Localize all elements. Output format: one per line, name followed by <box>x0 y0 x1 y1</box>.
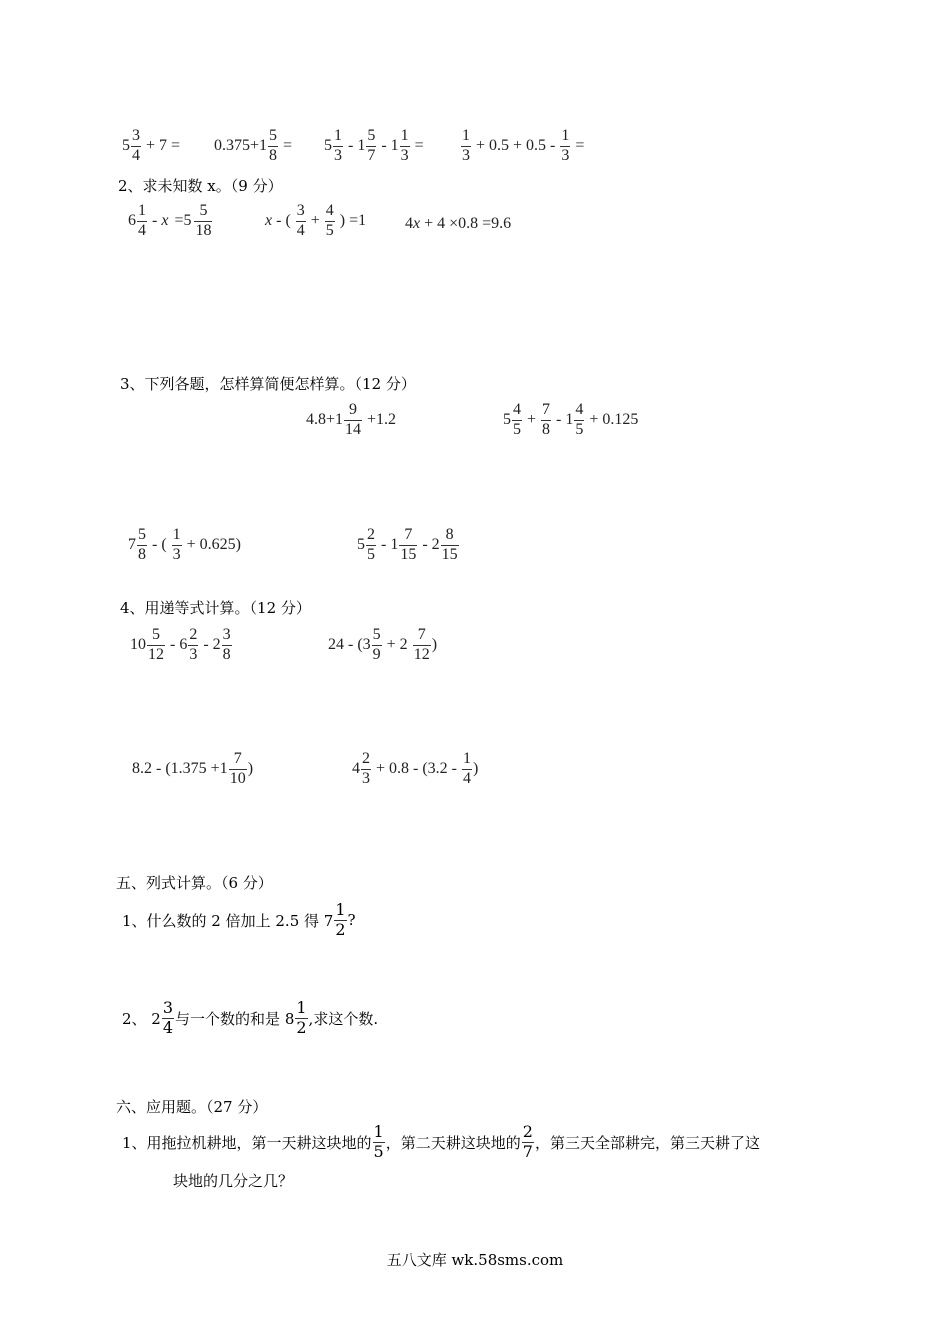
problem-3-2: 5 $\frac{4}{5}$ + $\frac{7}{8}$ - 1 $\frac{4}{5}$ + 0.125 <box>503 401 639 438</box>
question-5-1: 1、什么数的 2 倍加上 2.5 得 7 $\frac{1}{2}$ ? <box>122 900 356 939</box>
question-5-2: 2、 2 $\frac{3}{4}$ 与一个数的和是 8 $\frac{1}{2}$ ,求这个数. <box>122 998 379 1037</box>
expr-1 <box>122 128 184 165</box>
problem-4-1: 10 $\frac{5}{12}$ - 6 $\frac{2}{3}$ - 2 $\frac{3}{8}$ <box>130 626 231 663</box>
lead: 0.375+1 <box>214 137 268 155</box>
fraction: $\frac{3}{4}$ <box>132 127 140 164</box>
problem-4-3: 8.2 - (1.375 +1 $\frac{7}{10}$ ) <box>132 750 254 787</box>
question-6-1-line-2: 块地的几分之几？ <box>173 1172 294 1190</box>
expr-4: $\frac{1}{3}$ + 0.5 + 0.5 - $\frac{1}{3}$ = <box>462 127 585 164</box>
problem-3-4: 5 $\frac{2}{5}$ - 1 $\frac{7}{15}$ - 2 $\frac{8}{15}$ <box>357 526 458 563</box>
section-4-title: 4、用递等式计算。（12 分） <box>120 599 311 617</box>
equation-1: 6 $\frac{1}{4}$ - x =5 $\frac{5}{18}$ <box>128 202 212 239</box>
rest: + 7 = <box>146 137 181 155</box>
section-6-title: 六、应用题。（27 分） <box>116 1098 268 1116</box>
question-6-1: 1、用拖拉机耕地，第一天耕这块地的 $\frac{1}{5}$ ，第二天耕这块地的 $\frac{2}{7}$ ，第三天全部耕完，第三天耕了这 <box>122 1122 760 1161</box>
whole: 5 <box>122 137 130 155</box>
section-3-title: 3、下列各题，怎样算简便怎样算。（12 分） <box>120 375 416 393</box>
equation-3: 4 x + 4 ×0.8 =9.6 <box>405 215 512 232</box>
fraction: $\frac{5}{8}$ <box>269 127 278 164</box>
expr-3: 5 $\frac{1}{3}$ - 1 $\frac{5}{7}$ - 1 $\frac{1}{3}$ = <box>324 127 424 164</box>
equation-2: x - ( $\frac{3}{4}$ + $\frac{4}{5}$ ) =1 <box>265 202 367 239</box>
footer-watermark: 五八文库 wk.58sms.com <box>386 1251 564 1269</box>
expr-2 <box>214 128 296 165</box>
problem-4-2: 24 - (3 $\frac{5}{9}$ + 2 $\frac{7}{12}$ ) <box>328 626 438 663</box>
problem-3-1: 4.8+1 $\frac{9}{14}$ +1.2 <box>306 401 397 438</box>
problem-3-3: 7 $\frac{5}{8}$ - ( $\frac{1}{3}$ + 0.625) <box>128 526 242 563</box>
section-5-title: 五、列式计算。（6 分） <box>116 874 273 892</box>
section-2-title: 2、求未知数 x。（9 分） <box>118 177 283 195</box>
problem-4-4: 4 $\frac{2}{3}$ + 0.8 - (3.2 - $\frac{1}{4}$ ) <box>352 750 479 787</box>
rest: = <box>283 137 293 155</box>
